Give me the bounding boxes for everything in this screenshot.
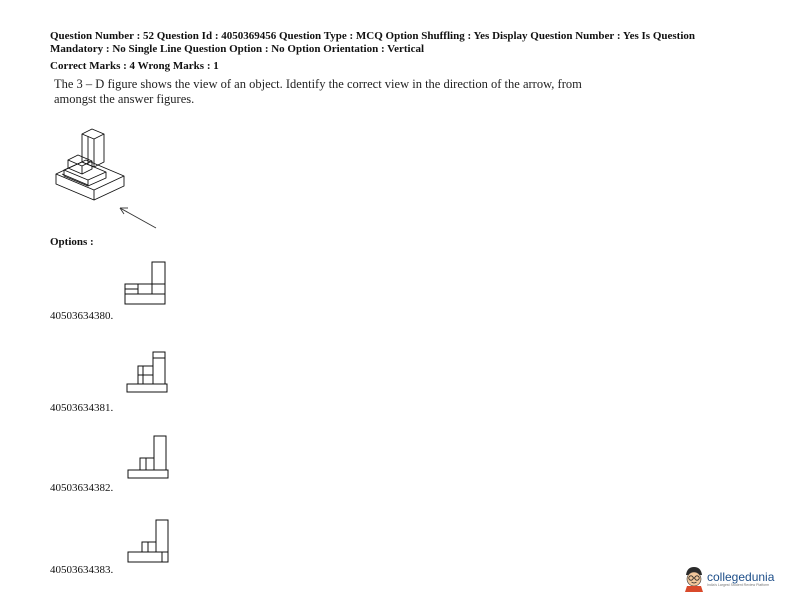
options-label: Options : (50, 236, 94, 248)
collegedunia-logo (683, 566, 774, 592)
logo-tagline: India's Largest Student Review Platform (707, 582, 770, 587)
question-text: The 3 – D figure shows the view of an object. Identify the correct view in the direction of the arrow, from amongst the answer figures. (54, 77, 582, 106)
option-4-id: 40503634383. (50, 564, 114, 576)
option-2-id: 40503634381. (50, 402, 114, 414)
option-4-figure[interactable] (124, 516, 172, 566)
mascot-icon (683, 566, 705, 592)
view-arrow-icon (120, 208, 156, 228)
option-1-figure[interactable] (122, 260, 170, 308)
question-3d-figure (48, 120, 168, 235)
question-meta: Question Number : 52 Question Id : 4050369456 Question Type : MCQ Option Shuffling : Yes Display Question Number : Yes Is Question Mandatory : No Single Line Question Option : No Option Orientation : Vertical (50, 30, 695, 55)
marks-info: Correct Marks : 4 Wrong Marks : 1 (50, 60, 219, 72)
option-3-id: 40503634382. (50, 482, 114, 494)
option-1-id: 40503634380. (50, 310, 114, 322)
option-2-figure[interactable] (124, 350, 172, 398)
logo-name: collegedunia (707, 569, 775, 584)
option-3-figure[interactable] (124, 432, 172, 482)
